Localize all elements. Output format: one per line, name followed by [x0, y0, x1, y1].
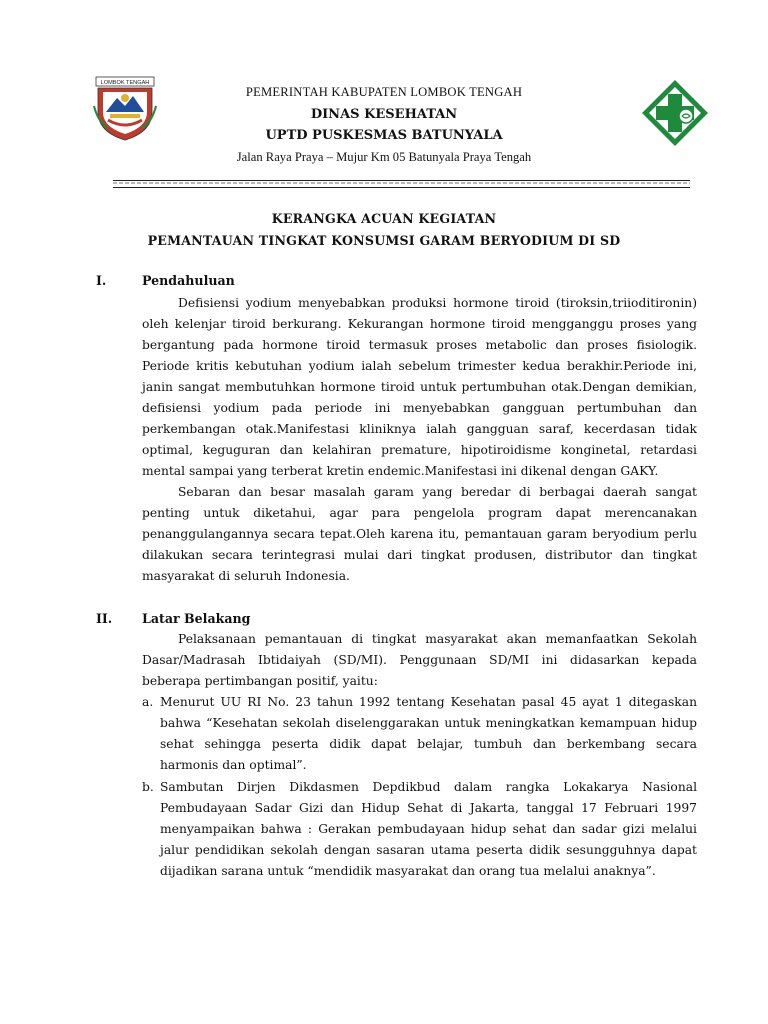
section-number: II. — [96, 611, 113, 626]
list-marker: a. — [142, 695, 154, 709]
list-marker: b. — [142, 780, 154, 794]
document-title: KERANGKA ACUAN KEGIATAN — [271, 211, 497, 226]
section-number: I. — [96, 273, 107, 288]
header-unit: UPTD PUSKESMAS BATUNYALA — [265, 128, 503, 143]
header-government: PEMERINTAH KABUPATEN LOMBOK TENGAH — [245, 85, 523, 99]
paragraph: Defisiensi yodium menyebabkan produksi hormone tiroid (tiroksin,triioditironin) oleh kelenjar tiroid berkurang. Kekurangan hormone tiroid mengganggu proses yang bergantung pada hormone tiroid termasuk proses metabolic dan proses fisiologik. Periode kritis kebutuhan yodium ialah sebelum trimester kedua berakhir.Periode ini, janin sangat membutuhkan hormone tiroid untuk pertumbuhan otak.Dengan demikian, defisiensi yodium pada periode ini menyebabkan gangguan pertumbuhan dan perkembangan otak.Manifestasi kliniknya ialah gangguan saraf, kecerdasan tidak optimal, keguguran dan kelahiran premature, hipotiroidisme konginetal, retardasi mental sampai yang terberat kretin endemic.Manifestasi ini dikenal dengan GAKY. — [142, 296, 697, 478]
header-address: Jalan Raya Praya – Mujur Km 05 Batunyala Praya Tengah — [236, 150, 532, 164]
list-text: Sambutan Dirjen Dikdasmen Depdikbud dalam rangka Lokakarya Nasional Pembudayaan Sadar Gizi dan Hidup Sehat di Jakarta, tanggal 17 Februari 1997 menyampaikan bahwa : Gerakan pembudayaan hidup sehat dan sadar gizi melalui jalur pendidikan sekolah dengan sasaran utama peserta didik sesungguhnya dapat dijadikan sarana untuk “mendidik masyarakat dan orang tua melalui anaknya”. — [160, 780, 697, 878]
document-subtitle: PEMANTAUAN TINGKAT KONSUMSI GARAM BERYODIUM DI SD — [147, 233, 621, 248]
header-department: DINAS KESEHATAN — [310, 107, 458, 122]
paragraph: Pelaksanaan pemantauan di tingkat masyarakat akan memanfaatkan Sekolah Dasar/Madrasah Ibtidaiyah (SD/MI). Penggunaan SD/MI ini didasarkan kepada beberapa pertimbangan positif, yaitu: — [142, 632, 697, 688]
header-separator — [113, 180, 690, 188]
section-heading: Pendahuluan — [142, 273, 235, 288]
paragraph: Sebaran dan besar masalah garam yang beredar di berbagai daerah sangat penting untuk diketahui, agar para pengelola program dapat merencanakan penanggulangannya secara tepat.Oleh karena itu, pemantauan garam beryodium perlu dilakukan secara terintegrasi mulai dari tingkat produsen, distributor dan tingkat masyarakat di seluruh Indonesia. — [142, 485, 697, 583]
list-text: Menurut UU RI No. 23 tahun 1992 tentang Kesehatan pasal 45 ayat 1 ditegaskan bahwa “Kesehatan sekolah diselenggarakan untuk meningkatkan kemampuan hidup sehat sehingga peserta didik dapat belajar, tumbuh dan berkembang secara harmonis dan optimal”. — [160, 695, 697, 772]
crest-label: LOMBOK TENGAH — [100, 80, 150, 86]
section-heading: Latar Belakang — [142, 611, 251, 626]
